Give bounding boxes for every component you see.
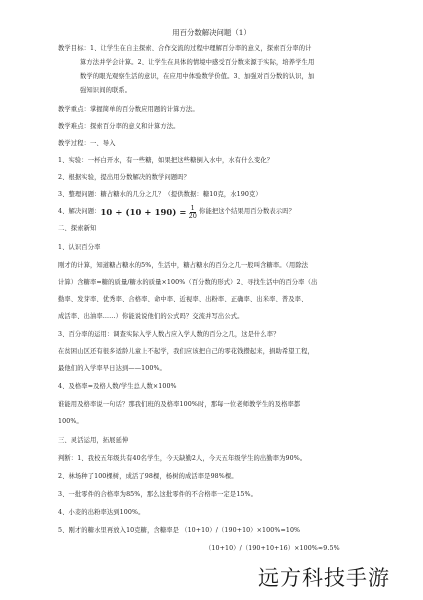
- judge-line-2: 2、林场种了100棵树，成活了98棵，杨树的成活率是98%棵。: [58, 473, 238, 480]
- q4-prefix: 4、解决问题：: [58, 208, 101, 215]
- s2-1-line-1: 刚才的计算，知道糖占糖水的5%，生活中，糖占糖水的百分之几一般叫含糖率。（用除法: [58, 262, 309, 269]
- judge-line-1: 判断：1、我校五年级共有40名学生，今天缺勤2人，今天五年级学生的出勤率为90%。: [58, 455, 307, 462]
- s2-1-line-2: 计算）含糖率=糖的质量/糖水的质量×100%（百分数的形式）2、寻找生活中的百分率（出: [58, 279, 318, 286]
- process-heading: 教学过程：一、导入: [58, 140, 116, 147]
- intro-question-2: 2、根据实验，提出用分数解决的数学问题吗？: [58, 174, 191, 181]
- s2-4-line-1: 4、及格率=及格人数/学生总人数×100%: [58, 383, 177, 390]
- q4-denominator: 20: [188, 211, 198, 220]
- s2-1-line-4: 成活率、出油率……）你能说说他们的公式吗？交流并写出公式。: [58, 313, 244, 320]
- objectives-line-1: 教学目标：1、让学生在自主探索、合作交流的过程中理解百分率的意义，探索百分率的计: [58, 45, 312, 52]
- judge-line-3: 3、一批零件的合格率为85%，那么这批零件的不合格率一定是15%。: [58, 491, 258, 498]
- s2-3-line-2: 在贫困山区还有很多适龄儿童上不起学，我们应该把自己的零花钱攒起来，捐助希望工程，: [58, 348, 314, 355]
- intro-question-3: 3、整理问题：糖占糖水的几分之几？（提供数据：糖10克，水190克）: [58, 191, 262, 198]
- watermark: 远方科技手游: [258, 566, 390, 590]
- q4-suffix: 你能把这个结果用百分数表示吗？: [199, 208, 295, 215]
- s2-3-line-1: 3、百分率的运用：调查实际入学人数占应入学人数的百分之几，这是什么率？: [58, 331, 280, 338]
- intro-question-4: [58, 205, 295, 219]
- section-2-heading: 二、探索新知: [58, 225, 97, 232]
- objectives-line-3: 数学的眼光观察生活的意识，在应用中体验数学价值。3、加强对百分数的认识，加: [80, 73, 315, 80]
- s2-1-heading: 1、认识百分率: [58, 244, 101, 251]
- section-3-heading: 三、灵活运用，拓展延伸: [58, 437, 129, 444]
- document-title: 用百分数解决问题（1）: [172, 28, 251, 37]
- q4-expression: 10 ÷ (10 + 190) =: [100, 207, 187, 217]
- s2-1-line-3: 勤率、发芽率、优秀率、合格率、命中率、近视率、出粉率、正确率、出米率、普及率、: [58, 296, 308, 303]
- intro-question-1: 1、实验：一杯白开水，有一些糖，如果把这些糖倒入水中，水有什么变化？: [58, 157, 274, 164]
- judge-line-4: 4、小麦的出粉率达到100%。: [58, 509, 145, 516]
- s2-3-line-3: 最他们的入学率早日达到——100%。: [58, 365, 166, 372]
- q4-numerator: 1: [190, 203, 195, 212]
- judge-line-5: 5、刚才的糖水里再放入10克糖，含糖率是 （10+10）/（190+10）×100%=10%: [58, 527, 301, 534]
- objectives-line-2: 算方法并学会计算。2、让学生在具体的情境中感受百分数来源于实际，培养学生用: [80, 59, 315, 66]
- key-point: 教学重点：掌握简单的百分数应用题的计算方法。: [58, 106, 199, 113]
- objectives-line-4: 强知识间的联系。: [80, 87, 132, 94]
- difficulty: 教学难点：探索百分率的意义和计算方法。: [58, 123, 180, 130]
- judge-line-6: （10+10）/（190+10+16）×100%≈9.5%: [205, 545, 340, 552]
- s2-4-line-3: 100%。: [58, 418, 83, 425]
- s2-4-line-2: 谁能用及格率说一句话？那我们班的及格率100%时，那每一位老师教学生的及格率都: [58, 401, 301, 408]
- q4-fraction: [189, 205, 197, 220]
